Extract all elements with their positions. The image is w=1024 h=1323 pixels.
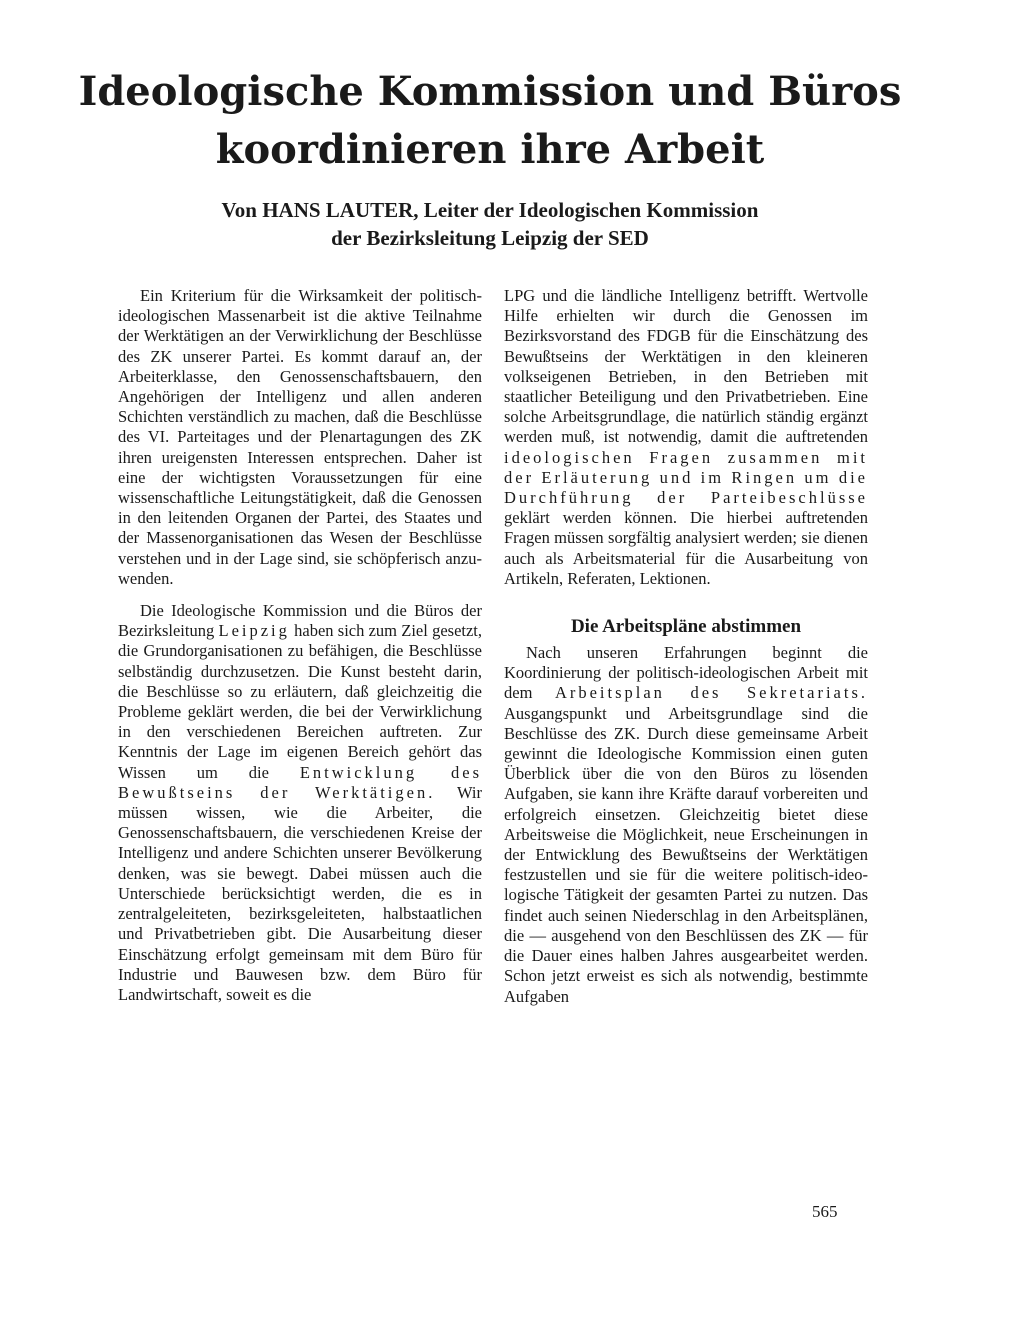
article-title-line-2: koordinieren ihre Arbeit — [215, 126, 765, 173]
paragraph — [504, 286, 868, 589]
paragraph-text: LPG und die ländliche Intelligenz betrifft. Wertvolle Hilfe erhielten wir durch die Genossen im Bezirksvorstand des FDGB für die Einschätzung des Bewußtseins der Werktätigen in den kleineren volkseigenen Betrieben, in den Betrieben mit staatlicher Beteiligung und den Privatbetrieben. Eine solche Arbeitsgrundlage, die natürlich ständig ergänzt werden muß, ist notwendig, damit die auftretenden — [504, 286, 868, 447]
paragraph-text: Wir müssen wissen, wie die Arbeiter, die Genossenschaftsbauern, die verschiedenen Kreise der Intelligenz und andere Schichten unserer Bevölkerung denken, was sie bewegt. Dabei müssen auch die Unterschiede berücksichtigt werden, die es in zentralgeleiteten, bezirksgeleiteten, halbstaatlichen und Privatbetrieben gibt. Die Ausarbeitung dieser Einschätzung erfolgt gemeinsam mit dem Büro für Industrie und Bauwesen bzw. dem Büro für Landwirtschaft, soweit es die — [118, 782, 482, 1004]
byline-line-2: der Bezirksleitung Leipzig der SED — [331, 226, 649, 250]
paragraph-text: Ausgangspunkt und Arbeitsgrundlage sind die Beschlüsse des ZK. Durch diese gemeinsame Arbeit gewinnt die Ideologische Kommission einen guten Überblick über die von den Büros zu lösenden Aufgaben, sie kann ihre Kräfte darauf vorbereiten und erfolgreich einsetzen. Gleichzeitig bietet diese Arbeitsweise die Möglichkeit, neue Erscheinungen in der Entwicklung des Bewußtseins der Werktätigen festzustellen und sie für die weitere politisch-ideologische Tätigkeit der gesamten Partei zu nutzen. Das findet auch seinen Niederschlag in den Arbeitsplänen, die — ausgehend von den Beschlüssen des ZK — für die Dauer eines halben Jahres ausgearbeitet werden. Schon jetzt erweist es sich als notwendig, bestimmte Aufgaben — [504, 703, 868, 1006]
spaced-emphasis: Leipzig — [218, 621, 290, 641]
paragraph: Ein Kriterium für die Wirksamkeit der politisch-ideologischen Massenarbeit ist die aktive Teilnahme der Werktätigen an der Verwirklichung der Beschlüsse des ZK unserer Partei. Es kommt darauf an, der Arbeiterklasse, den Genossenschaftsbauern, den Angehörigen der Intelligenz und allen anderen Schichten verständlich zu machen, daß die Beschlüsse des VI. Parteitages und der Plenartagungen des ZK ihren ureigensten Interessen entsprechen. Daher ist eine der wichtigsten Voraussetzungen für eine wissenschaftliche Leitungstätigkeit, daß die Genossen in den leitenden Organen der Partei, des Staates und der Massenorganisationen das Wesen der Beschlüsse verstehen und in der Lage sind, sie schöpferisch anzuwenden. — [118, 286, 482, 588]
byline-line-1: Von HANS LAUTER, Leiter der Ideologischen Kommission — [221, 198, 759, 222]
paragraph-text: Die Ideologische Kommission und die Büros der Bezirksleitung — [118, 601, 482, 641]
article-title-line-1: Ideologische Kommission und Büros — [78, 68, 902, 115]
spaced-emphasis: Arbeitsplan des Sekretariats. — [554, 683, 868, 703]
spaced-emphasis: Entwicklung des Bewußtseins der Werktätigen. — [118, 762, 483, 802]
left-column — [118, 286, 482, 1005]
paragraph — [504, 643, 868, 1007]
right-column — [504, 286, 868, 1007]
spaced-emphasis: ideologischen Fragen zusammen mit der Erläuterung und im Ringen um die Durchführung der Parteibeschlüsse — [504, 447, 868, 508]
section-heading: Die Arbeitspläne abstimmen — [570, 616, 802, 638]
page-number: 565 — [812, 1202, 838, 1221]
paragraph — [118, 601, 482, 1005]
paragraph-text: geklärt werden können. Die hierbei auftretenden Fragen müssen sorgfältig analysiert werden; sie dienen auch als Arbeitsmaterial für die Ausarbeitung von Artikeln, Referaten, Lektionen. — [504, 508, 868, 588]
paragraph-text: Nach unseren Erfahrungen beginnt die Koordinierung der politisch-ideologischen Arbeit mit dem — [504, 643, 868, 703]
paragraph-text: haben sich zum Ziel gesetzt, die Grundorganisationen zu befähigen, die Beschlüsse selbständig durchzusetzen. Die Kunst besteht darin, die Beschlüsse so zu erläutern, daß gleichzeitig die Probleme geklärt werden, die bei der Verwirklichung in den verschiedenen Bereichen auftreten. Zur Kenntnis der Lage im eigenen Bereich gehört das Wissen um die — [118, 621, 483, 782]
